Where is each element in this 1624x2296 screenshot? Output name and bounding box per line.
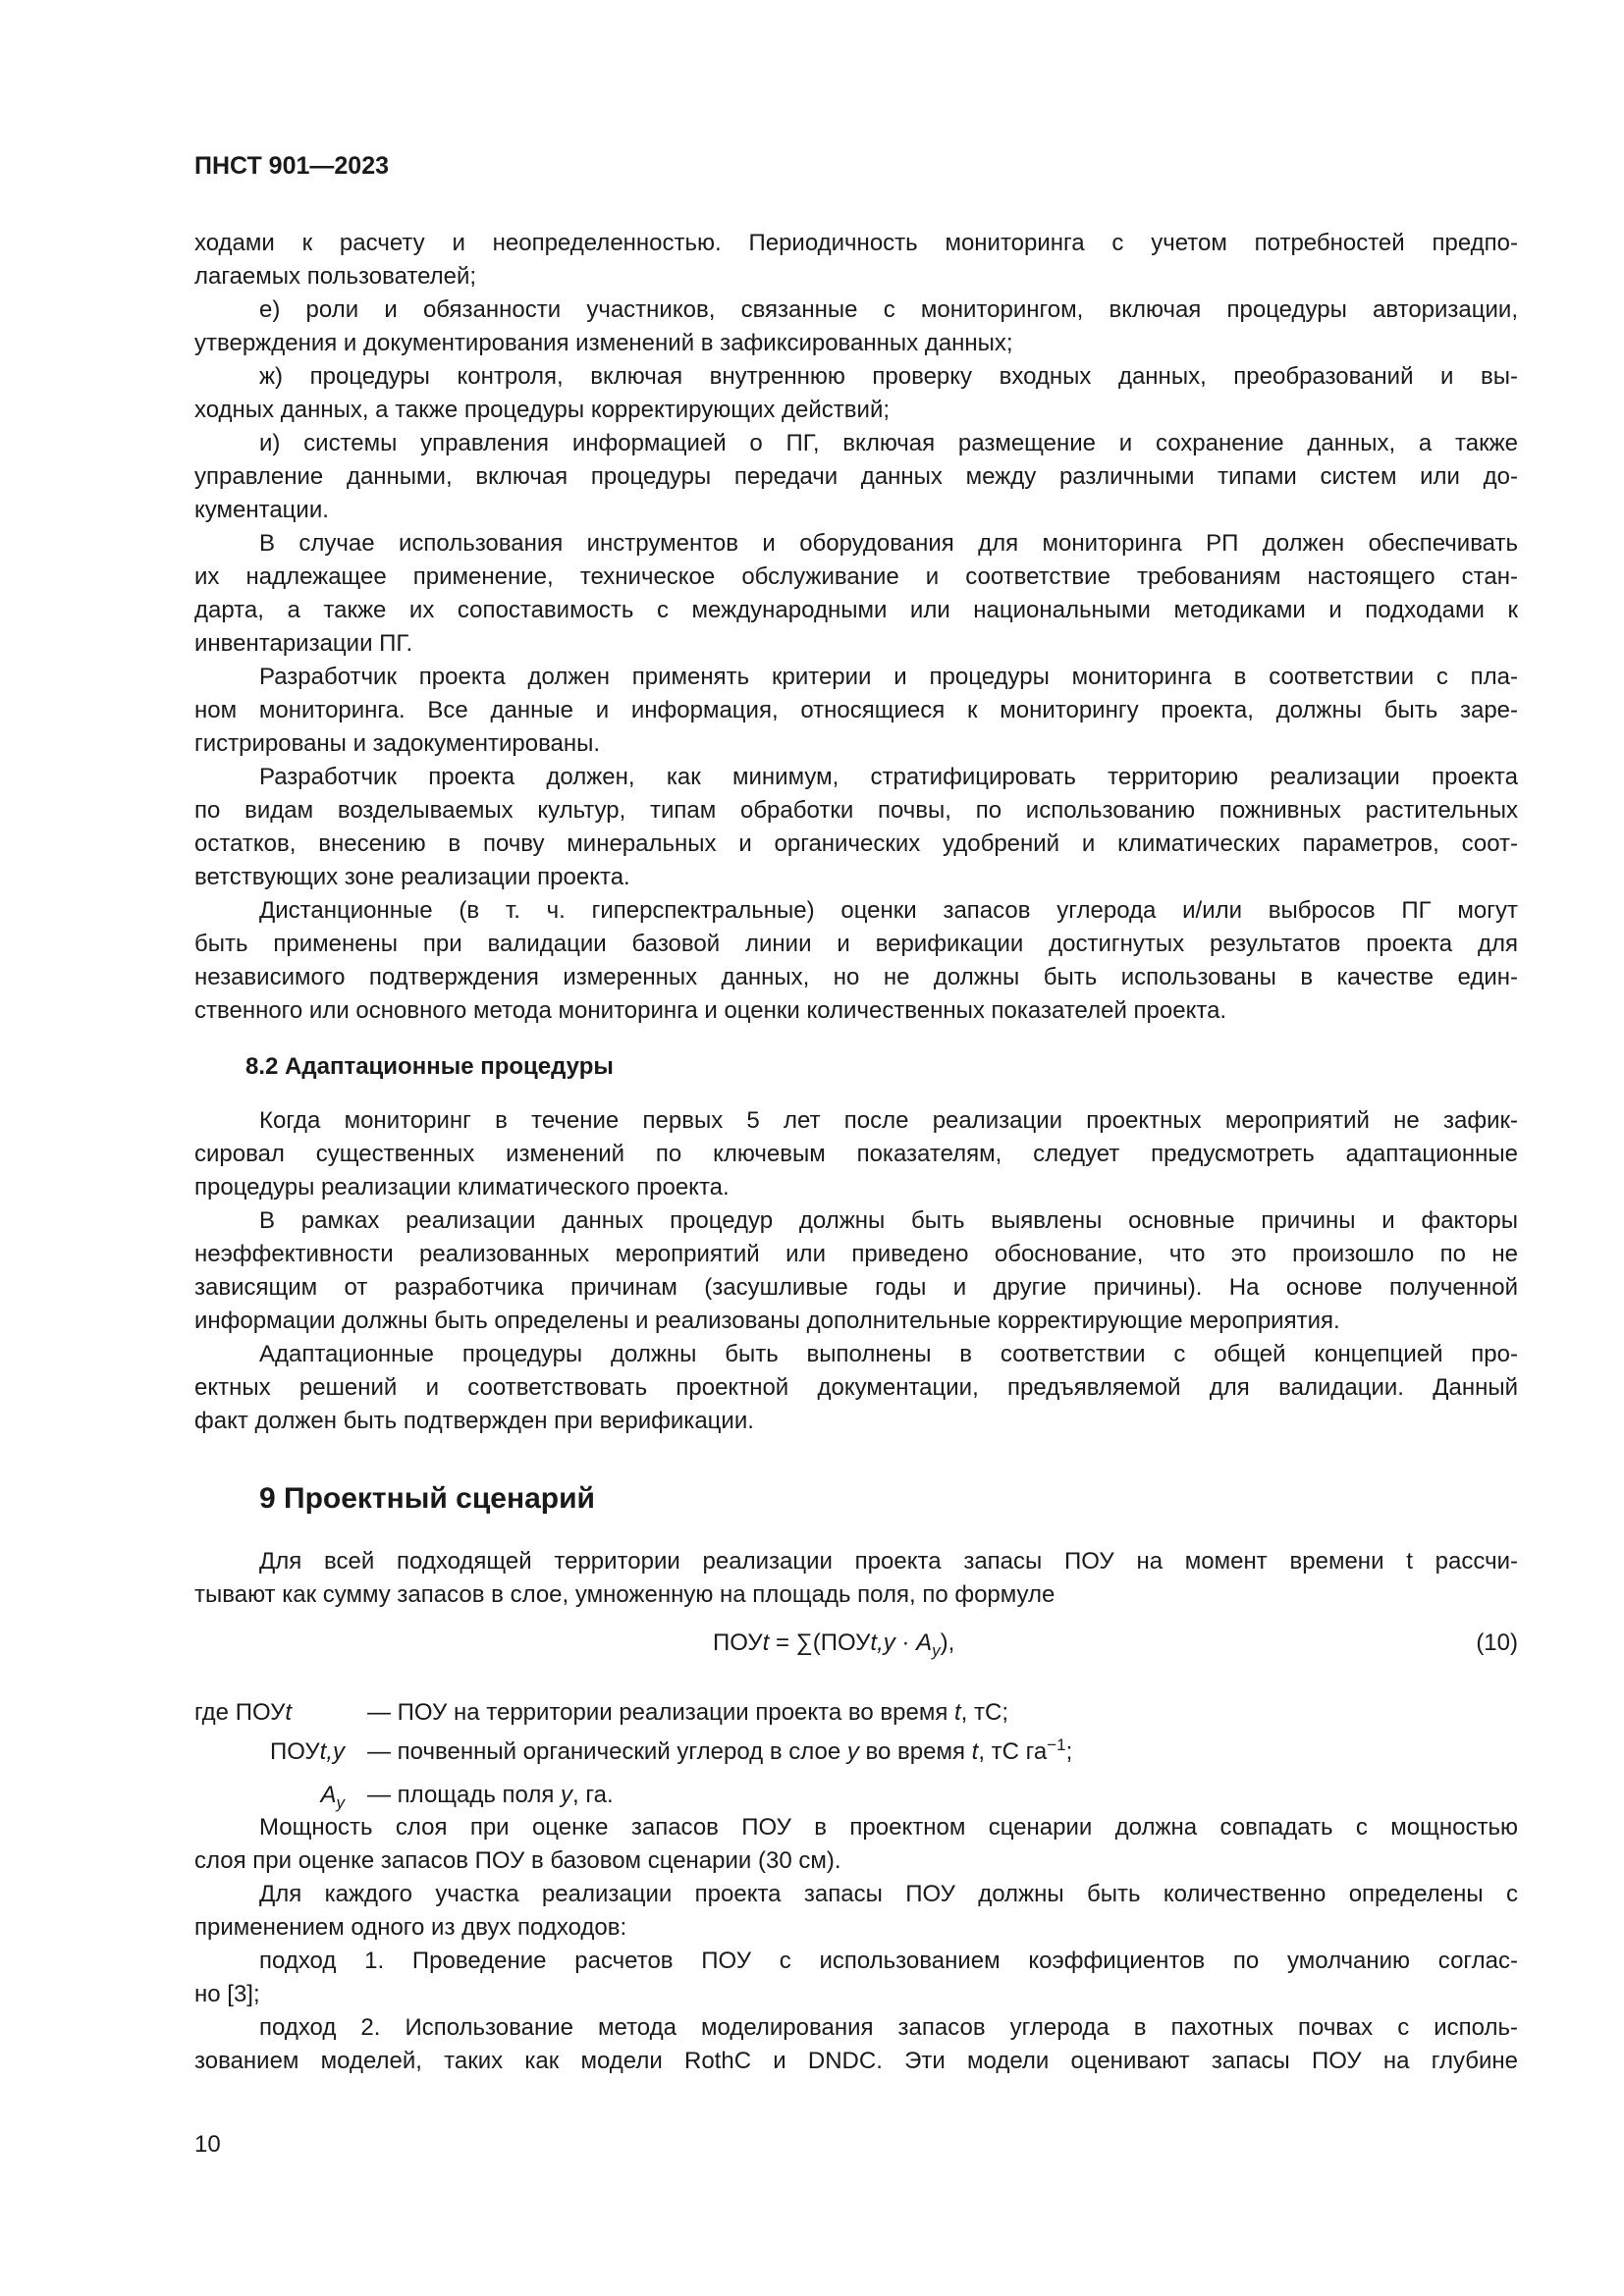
text-line: и) системы управления информацией о ПГ, включая размещение и сохранение данных, а также: [259, 430, 1518, 456]
paragraph: [194, 294, 1518, 360]
section-heading-8-2: 8.2 Адаптационные процедуры: [245, 1053, 614, 1080]
paragraph: [194, 427, 1518, 527]
paragraph: [194, 661, 1518, 761]
text-line: применением одного из двух подходов:: [194, 1914, 627, 1941]
paragraph: [194, 1878, 1518, 1945]
text-line: В случае использования инструментов и оборудования для мониторинга РП должен обеспечивать: [259, 530, 1518, 557]
text-line: независимого подтверждения измеренных данных, но не должны быть использованы в качестве един-: [194, 964, 1518, 990]
text-line: Мощность слоя при оценке запасов ПОУ в проектном сценарии должна совпадать с мощностью: [259, 1814, 1518, 1841]
text-line: процедуры реализации климатического проекта.: [194, 1174, 730, 1201]
text-line: ходами к расчету и неопределенностью. Периодичность мониторинга с учетом потребностей предпо-: [194, 230, 1518, 256]
text-line: их надлежащее применение, техническое обслуживание и соответствие требованиям настоящего стан-: [194, 563, 1518, 590]
text-line: зованием моделей, таких как модели RothC и DNDC. Эти модели оценивают запасы ПОУ на глубине: [194, 2048, 1518, 2074]
document-id-header: ПНСТ 901—2023: [194, 152, 389, 180]
text-block-monitoring: [194, 227, 1518, 1028]
text-line: ектных решений и соответствовать проектной документации, предъявляемой для валидации. Данный: [194, 1374, 1518, 1401]
formula-number: (10): [1476, 1629, 1518, 1656]
section-heading-9: 9 Проектный сценарий: [259, 1482, 595, 1515]
paragraph: [194, 1104, 1518, 1204]
formula-definitions: [194, 1696, 1518, 1812]
text-line: подход 2. Использование метода моделирования запасов углерода в пахотных почвах с исполь-: [259, 2014, 1518, 2041]
text-line: но [3];: [194, 1981, 260, 2007]
text-line: факт должен быть подтвержден при верификации.: [194, 1408, 754, 1434]
definition-pouty: ПОУt,y — почвенный органический углерод в слое y во время t, тС $га^{-1}$;: [270, 1735, 1073, 1765]
paragraph: [194, 1811, 1518, 1878]
paragraph: [194, 2011, 1518, 2078]
text-line: ственного или основного метода мониторинга и оценки количественных показателей проекта.: [194, 997, 1227, 1024]
text-block-adaptation: [194, 1104, 1518, 1438]
paragraph: [194, 1204, 1518, 1338]
text-line: быть применены при валидации базовой линии и верификации достигнутых результатов проекта для: [194, 931, 1518, 957]
text-line: Разработчик проекта должен, как минимум, стратифицировать территорию реализации проекта: [259, 764, 1518, 790]
definition-ay: $A_y$ — площадь поля y, га.: [320, 1782, 614, 1812]
text-line: инвентаризации ПГ.: [194, 630, 413, 657]
text-line: ном мониторинга. Все данные и информация, относящиеся к мониторингу проекта, должны быть заре-: [194, 697, 1518, 723]
text-line: остатков, внесению в почву минеральных и органических удобрений и климатических параметров, соот-: [194, 830, 1518, 857]
text-line: информации должны быть определены и реализованы дополнительные корректирующие мероприятия.: [194, 1308, 1340, 1334]
text-line: Разработчик проекта должен применять критерии и процедуры мониторинга в соответствии с пла-: [259, 664, 1518, 690]
text-line: ж) процедуры контроля, включая внутреннюю проверку входных данных, преобразований и вы-: [259, 363, 1518, 390]
formula-expression: ПОУt = ∑(ПОУt,y · $A_y$),: [713, 1629, 955, 1660]
text-line: зависящим от разработчика причинам (засушливые годы и другие причины). На основе полученной: [194, 1274, 1518, 1301]
paragraph: [194, 1338, 1518, 1438]
text-line: тывают как сумму запасов в слое, умноженную на площадь поля, по формуле: [194, 1581, 1056, 1608]
text-line: управление данными, включая процедуры передачи данных между различными типами систем или до-: [194, 463, 1518, 490]
text-line: В рамках реализации данных процедур должны быть выявлены основные причины и факторы: [259, 1207, 1518, 1234]
text-line: Дистанционные (в т. ч. гиперспектральные) оценки запасов углерода и/или выбросов ПГ могут: [259, 897, 1518, 924]
definition-pout: где ПОУt — ПОУ на территории реализации проекта во время t, тС;: [194, 1699, 1008, 1726]
text-line: ветствующих зоне реализации проекта.: [194, 864, 630, 890]
text-line: подход 1. Проведение расчетов ПОУ с использованием коэффициентов по умолчанию соглас-: [259, 1948, 1518, 1974]
paragraph: [194, 761, 1518, 894]
text-line: ходных данных, а также процедуры корректирующих действий;: [194, 397, 891, 423]
text-line: утверждения и документирования изменений в зафиксированных данных;: [194, 330, 1013, 356]
text-line: Адаптационные процедуры должны быть выполнены в соответствии с общей концепцией про-: [259, 1341, 1518, 1367]
paragraph: [194, 894, 1518, 1028]
text-line: гистрированы и задокументированы.: [194, 730, 601, 757]
text-block-scenario-intro: [194, 1545, 1518, 1612]
paragraph: [194, 1945, 1518, 2011]
text-line: кументации.: [194, 497, 329, 523]
paragraph: [194, 527, 1518, 661]
paragraph: [194, 360, 1518, 427]
text-block-scenario-approaches: [194, 1811, 1518, 2078]
paragraph: [194, 227, 1518, 294]
text-line: лагаемых пользователей;: [194, 263, 477, 290]
text-line: по видам возделываемых культур, типам обработки почвы, по использованию пожнивных растительных: [194, 797, 1518, 824]
text-line: сировал существенных изменений по ключевым показателям, следует предусмотреть адаптационные: [194, 1141, 1518, 1167]
text-line: дарта, а также их сопоставимость с международными или национальными методиками и подходами к: [194, 597, 1518, 623]
text-line: Для всей подходящей территории реализации проекта запасы ПОУ на момент времени t рассчи-: [259, 1548, 1518, 1575]
text-line: неэффективности реализованных мероприятий или приведено обоснование, что это произошло по не: [194, 1241, 1518, 1267]
text-line: слоя при оценке запасов ПОУ в базовом сценарии (30 см).: [194, 1847, 841, 1874]
formula-10: [194, 1627, 1518, 1660]
page-number: 10: [194, 2131, 221, 2158]
text-line: е) роли и обязанности участников, связанные с мониторингом, включая процедуры авторизации,: [259, 296, 1518, 323]
text-line: Для каждого участка реализации проекта запасы ПОУ должны быть количественно определены с: [259, 1881, 1518, 1907]
paragraph: [194, 1545, 1518, 1612]
text-line: Когда мониторинг в течение первых 5 лет после реализации проектных мероприятий не зафик-: [259, 1107, 1518, 1134]
